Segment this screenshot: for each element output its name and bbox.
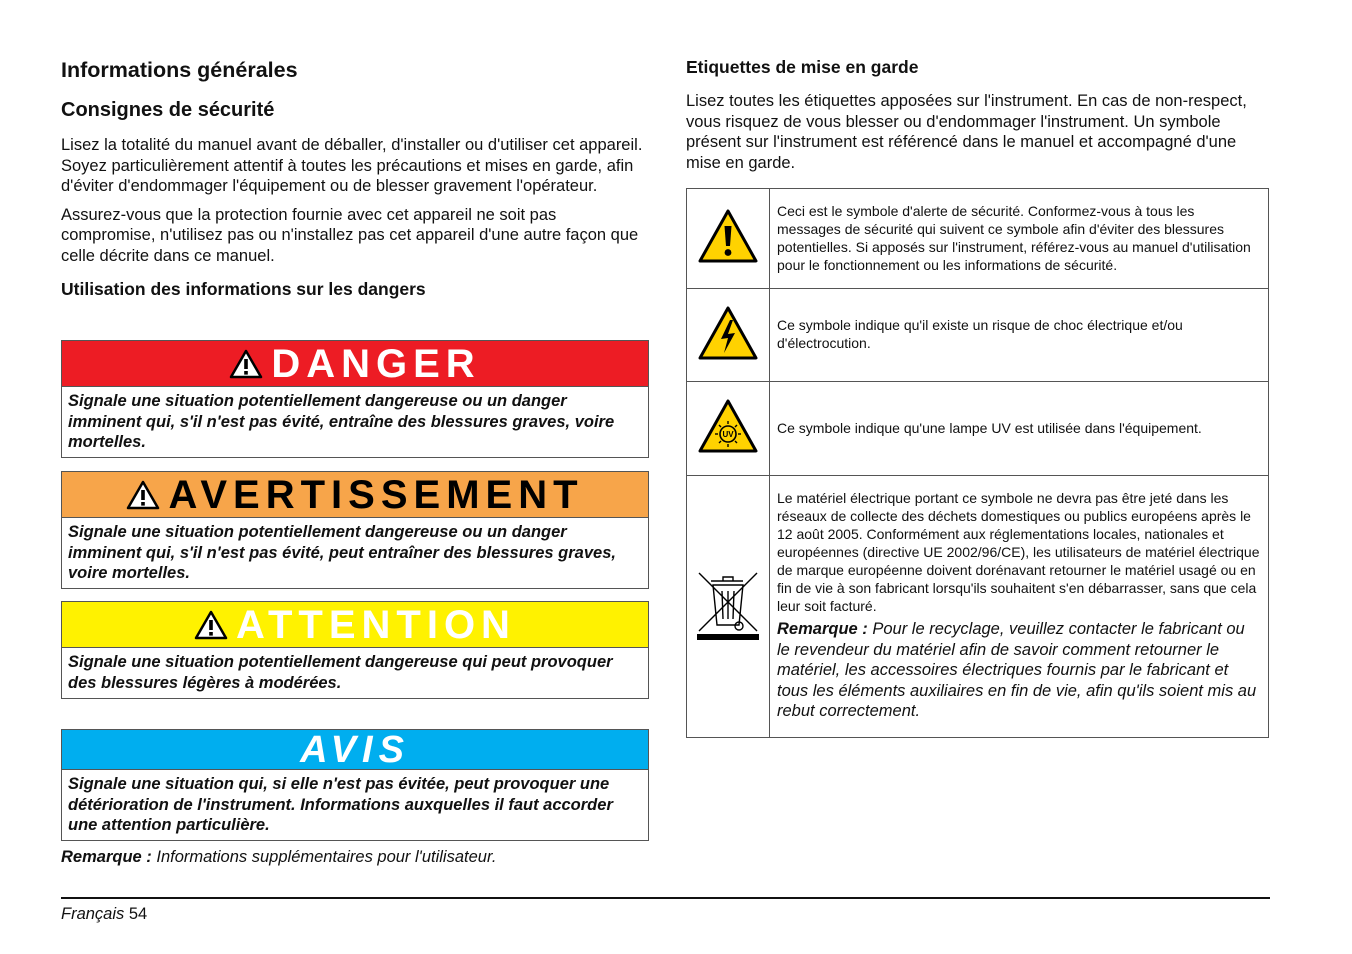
warning-triangle-icon [126, 480, 160, 510]
section-title-safety: Consignes de sécurité [61, 99, 275, 121]
page-footer [61, 905, 147, 924]
warning-triangle-icon [194, 610, 228, 640]
warning-text: Signale une situation potentiellement dangereuse ou un danger imminent qui, s'il n'est pas évité, peut entraîner des blessures graves, voire mortelles. [68, 523, 616, 582]
labels-heading: Etiquettes de mise en garde [686, 57, 919, 77]
symbol-cell [687, 476, 770, 738]
weee-text: Le matériel électrique portant ce symbole ne devra pas être jeté dans les réseaux de collecte des déchets domestiques ou publics européens après le 12 août 2005. Conformément aux réglementations locales, nationales et européennes (directive UE 2002/96/CE), les utilisateurs de matériel électrique de marque européenne doivent dorénavant retourner le matériel usagé ou en fin de vie à son fabricant lorsqu'ils souhaitent s'en débarrasser, sans que cela leur soit facturé. [777, 490, 1260, 615]
page-title: Informations générales [61, 58, 298, 82]
footer-language: Français [61, 905, 125, 923]
caution-box [61, 601, 649, 699]
weee-remark [777, 619, 1262, 722]
remark-text: Pour le recyclage, veuillez contacter le fabricant ou le revendeur du matériel afin de savoir comment retourner le matériel, les accessoires électriques fournis par le fabricant et tous les éléments auxiliaires en fin de vie, afin qu'ils soient mis au rebut correctement. [777, 620, 1257, 721]
notice-header [62, 730, 648, 770]
notice-box [61, 729, 649, 841]
notice-signal-word: AVIS [300, 728, 410, 771]
uv-lamp-icon [697, 398, 759, 454]
footer-divider [61, 897, 1270, 899]
warning-triangle-icon [229, 349, 263, 379]
table-row [687, 476, 1269, 738]
weee-bin-icon [695, 567, 761, 641]
warning-header [62, 472, 648, 518]
warning-triangle-icon [697, 208, 759, 264]
caution-text: Signale une situation potentiellement dangereuse qui peut provoquer des blessures légères à modérées. [68, 653, 613, 692]
danger-header [62, 341, 648, 387]
symbols-table [686, 188, 1269, 738]
electric-shock-icon [697, 305, 759, 361]
warning-signal-word: AVERTISSEMENT [168, 472, 584, 517]
caution-header [62, 602, 648, 648]
safety-paragraph-1: Lisez la totalité du manuel avant de déballer, d'installer ou d'utiliser cet appareil. Soyez particulièrement attentif à toutes les précautions et mises en garde, afin d'éviter d'endommager l'équipement ou de blesser gravement l'opérateur. [61, 136, 643, 195]
remark-label: Remarque : [777, 620, 868, 639]
table-row [687, 189, 1269, 289]
right-column [686, 52, 1269, 738]
symbol-description: Ce symbole indique qu'une lampe UV est utilisée dans l'équipement. [770, 382, 1269, 476]
symbol-cell [687, 382, 770, 476]
page-number: 54 [128, 905, 148, 923]
hazard-info-heading: Utilisation des informations sur les dangers [61, 279, 426, 299]
danger-signal-word: DANGER [271, 341, 481, 386]
labels-paragraph: Lisez toutes les étiquettes apposées sur l'instrument. En cas de non-respect, vous risquez de vous blesser ou d'endommager l'instrument. Un symbole présent sur l'instrument est référencé dans le manuel et accompagné d'une mise en garde. [686, 92, 1247, 172]
symbol-cell [687, 189, 770, 289]
table-row [687, 382, 1269, 476]
left-column [61, 52, 649, 866]
caution-signal-word: ATTENTION [236, 602, 516, 647]
safety-paragraph-2: Assurez-vous que la protection fournie avec cet appareil ne soit pas compromise, n'utilisez pas ou n'installez pas cet appareil d'une autre façon que celle décrite dans ce manuel. [61, 205, 639, 265]
table-row [687, 289, 1269, 382]
svg-text:UV: UV [722, 430, 734, 439]
notice-text: Signale une situation qui, si elle n'est pas évitée, peut provoquer une détérioration de l'instrument. Informations auxquelles il faut accorder une attention particulière. [68, 775, 613, 834]
note-text: Informations supplémentaires pour l'utilisateur. [156, 848, 497, 866]
user-note [61, 847, 496, 867]
symbol-description: Ceci est le symbole d'alerte de sécurité. Conformez-vous à tous les messages de sécurité qui suivent ce symbole afin d'éviter des blessures potentielles. Si apposés sur l'instrument, référez-vous au manuel d'utilisation pour le fonctionnement ou les informations de sécurité. [770, 189, 1269, 289]
note-label: Remarque : [61, 848, 152, 866]
symbol-description: Ce symbole indique qu'il existe un risque de choc électrique et/ou d'électrocution. [770, 289, 1269, 382]
warning-box [61, 471, 649, 589]
danger-text: Signale une situation potentiellement dangereuse ou un danger imminent qui, s'il n'est pas évité, entraîne des blessures graves, voire mortelles. [68, 392, 615, 451]
danger-box [61, 340, 649, 458]
symbol-cell [687, 289, 770, 382]
symbol-description-weee [770, 476, 1269, 738]
